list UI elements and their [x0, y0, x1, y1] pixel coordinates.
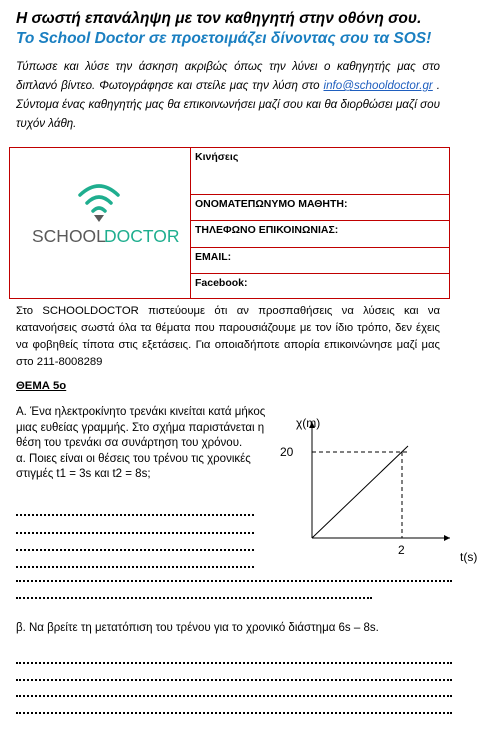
field-student-name[interactable]: ΟΝΟΜΑΤΕΠΩΝΥΜΟ ΜΑΘΗΤΗ:	[191, 194, 450, 221]
y-tick-label: 20	[280, 445, 294, 459]
logo-pointer-icon	[94, 215, 104, 222]
logo-school-text: SCHOOL	[32, 226, 106, 246]
position-time-chart	[270, 410, 490, 580]
x-axis-label: t(s)	[460, 550, 478, 564]
answer-line[interactable]	[16, 580, 452, 582]
field-facebook[interactable]: Facebook:	[191, 274, 450, 299]
field-kiniseis: Κινήσεις	[191, 148, 450, 195]
logo-doctor-text: DOCTOR	[104, 226, 180, 246]
field-phone[interactable]: ΤΗΛΕΦΩΝΟ ΕΠΙΚΟΙΝΩΝΙΑΣ:	[191, 221, 450, 248]
data-line	[312, 446, 408, 538]
email-link[interactable]: info@schooldoctor.gr	[323, 79, 433, 92]
answer-line[interactable]	[16, 679, 452, 681]
info-paragraph: Στο SCHOOLDOCTOR πιστεύουμε ότι αν προσπαθήσεις να λύσεις και να κατανοήσεις σωστά όλα τα θέματα που παρουσιάζουμε με τον ίδιο τρόπο, δεν έχεις να φοβηθείς τίποτα στις εξετάσεις. Για οποιαδήποτε απορία επικοινώνησε μαζί μας στο 211-8008289	[16, 305, 440, 368]
schooldoctor-logo	[10, 148, 190, 298]
answer-line[interactable]	[16, 662, 452, 664]
header-line-2: Το School Doctor σε προετοιμάζει δίνοντας σου τα SOS!	[16, 30, 432, 47]
question-b: β. Να βρείτε τη μετατόπιση του τρένου για το χρονικό διάστημα 6s – 8s.	[16, 622, 379, 634]
question-a	[16, 405, 266, 483]
intro-paragraph	[16, 57, 440, 133]
theme-title: ΘΕΜΑ 5ο	[16, 380, 67, 392]
answer-line[interactable]	[16, 566, 254, 568]
intro-text-start: Τύπωσε και λύσε την άσκηση ακριβώς όπως την λύνει ο καθηγητής μας στο διπλανό βίντεο. Φωτογράφησε και στείλε μας την λύση στο	[16, 60, 440, 92]
logo-cell	[10, 148, 191, 299]
answer-line[interactable]	[16, 532, 254, 534]
x-tick-label: 2	[398, 543, 405, 557]
header-line-1: Η σωστή επανάληψη με τον καθηγητή στην οθόνη σου.	[16, 10, 422, 27]
answer-line[interactable]	[16, 695, 452, 697]
answer-line[interactable]	[16, 712, 452, 714]
wifi-icon	[80, 186, 118, 211]
student-info-card	[9, 147, 450, 299]
question-a-intro: Α. Ένα ηλεκτροκίνητο τρενάκι κινείται κατά μήκος μιας ευθείας γραμμής. Στο σχήμα παριστάνεται η θέση του τρενάκι σα συνάρτηση του χρόνου.	[16, 406, 266, 449]
intro-text-end: . Σύντομα ένας καθηγητής μας θα επικοινωνήσει μαζί σου και θα διορθώσει μαζί σου τυχόν λάθη.	[16, 79, 440, 130]
answer-line[interactable]	[16, 514, 254, 516]
answer-line[interactable]	[16, 597, 372, 599]
answer-line[interactable]	[16, 549, 254, 551]
y-axis-label: χ(m)	[296, 416, 321, 430]
field-email[interactable]: EMAIL:	[191, 247, 450, 274]
question-a-sub: α. Ποιες είναι οι θέσεις του τρένου τις χρονικές στιγμές t1 = 3s και t2 = 8s;	[16, 452, 251, 480]
